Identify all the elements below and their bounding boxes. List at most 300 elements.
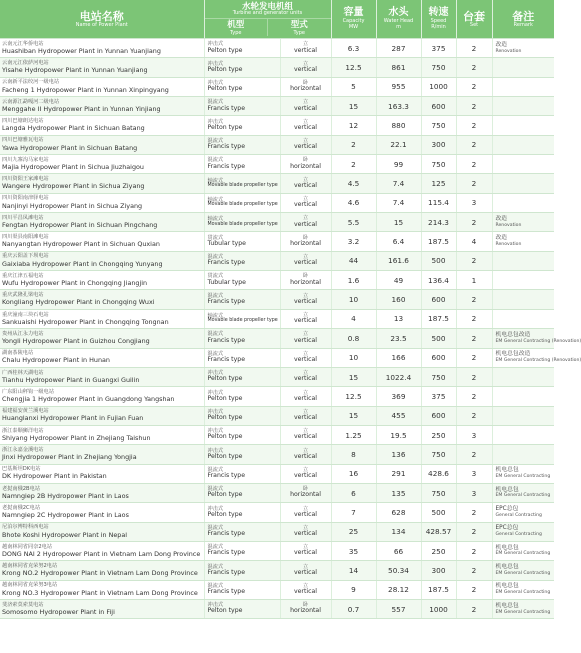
plant-name-zh: 四川资阳王家滩电站 bbox=[2, 176, 49, 183]
remark-en: EM General Contracting (Renovation) bbox=[495, 358, 581, 364]
turbine-type-zh: 轴流式 bbox=[207, 313, 224, 320]
turbine-type-zh: 混流式 bbox=[207, 466, 224, 473]
speed-cell: 136.4 bbox=[421, 271, 456, 290]
unit-form-cell bbox=[280, 329, 331, 348]
turbine-type-en: Pelton type bbox=[207, 433, 243, 441]
plant-name-zh: 越南林同省克荣努3电站 bbox=[2, 582, 58, 589]
plant-name-zh: 云南元江依萨河电站 bbox=[2, 60, 49, 67]
table-row bbox=[0, 503, 554, 522]
plant-name-en: Fengtan Hydropower Plant in Sichuan Pingchang bbox=[2, 221, 158, 229]
header-speed: 转速 Speed R/min bbox=[421, 0, 456, 39]
plant-name-cell bbox=[0, 387, 204, 406]
unit-form-en: vertical bbox=[293, 65, 318, 73]
plant-name-cell bbox=[0, 116, 204, 135]
unit-form-en: vertical bbox=[293, 317, 318, 325]
unit-form-cell bbox=[280, 290, 331, 309]
remark-en: EM General Contracting bbox=[495, 493, 551, 499]
plant-name-cell bbox=[0, 174, 204, 193]
plant-name-zh: 重庆云阳盖下坝电站 bbox=[2, 253, 49, 260]
plant-name-en: Nanjinyi Hydropower Plant in Sichua Ziyang bbox=[2, 201, 143, 210]
remark-cell bbox=[492, 580, 554, 599]
turbine-type-en: Francis type bbox=[207, 336, 245, 344]
unit-form-zh: 卧 bbox=[302, 234, 309, 241]
sets-cell: 2 bbox=[456, 580, 492, 599]
sets-cell: 2 bbox=[456, 541, 492, 560]
speed-cell: 125 bbox=[421, 174, 456, 193]
table-row bbox=[0, 541, 554, 560]
speed-cell: 187.5 bbox=[421, 309, 456, 328]
turbine-type-zh: 混流式 bbox=[207, 292, 224, 299]
water-head-cell: 163.3 bbox=[376, 97, 421, 116]
capacity-cell: 7 bbox=[331, 503, 376, 522]
water-head-cell: 19.5 bbox=[376, 425, 421, 444]
header-sets: 台套 Set bbox=[456, 0, 492, 39]
header-name: 电站名称 Name of Power Plant bbox=[0, 0, 204, 39]
water-head-cell: 1022.4 bbox=[376, 367, 421, 386]
turbine-type-cell bbox=[204, 503, 280, 522]
water-head-cell: 15 bbox=[376, 213, 421, 232]
plant-name-en: Yisahe Hydropower Plant in Yunnan Yuanjiang bbox=[2, 66, 148, 75]
speed-cell: 750 bbox=[421, 445, 456, 464]
unit-form-zh: 卧 bbox=[302, 273, 309, 280]
table-row bbox=[0, 464, 554, 483]
unit-form-en: vertical bbox=[293, 510, 318, 518]
turbine-type-en: Movable blade propeller type bbox=[207, 221, 278, 227]
plant-name-cell bbox=[0, 329, 204, 348]
turbine-type-en: Francis type bbox=[207, 259, 245, 267]
table-row bbox=[0, 580, 554, 599]
remark-cell bbox=[492, 58, 554, 77]
capacity-cell: 10 bbox=[331, 290, 376, 309]
remark-zh: EPC总包 bbox=[495, 506, 519, 512]
unit-form-cell bbox=[280, 116, 331, 135]
unit-form-cell bbox=[280, 367, 331, 386]
sets-cell: 2 bbox=[456, 309, 492, 328]
plant-name-cell bbox=[0, 445, 204, 464]
turbine-type-cell bbox=[204, 97, 280, 116]
remark-cell bbox=[492, 309, 554, 328]
unit-form-zh: 立 bbox=[302, 118, 309, 125]
unit-form-zh: 立 bbox=[302, 466, 309, 473]
water-head-cell: 7.4 bbox=[376, 193, 421, 212]
turbine-type-en: Pelton type bbox=[207, 607, 243, 615]
unit-form-en: vertical bbox=[293, 297, 318, 305]
unit-form-zh: 立 bbox=[302, 428, 309, 435]
speed-cell: 500 bbox=[421, 329, 456, 348]
remark-cell bbox=[492, 599, 554, 618]
capacity-cell: 2 bbox=[331, 155, 376, 174]
unit-form-en: vertical bbox=[293, 181, 318, 189]
turbine-type-en: Francis type bbox=[207, 143, 245, 151]
remark-en: EM General Contracting bbox=[495, 551, 551, 557]
unit-form-cell bbox=[280, 174, 331, 193]
table-row bbox=[0, 232, 554, 251]
remark-cell bbox=[492, 348, 581, 367]
header-model: 机型 Type bbox=[227, 20, 245, 36]
unit-form-cell bbox=[280, 483, 331, 502]
unit-form-cell bbox=[280, 387, 331, 406]
remark-zh: 机电总包 bbox=[495, 486, 519, 493]
table-row bbox=[0, 58, 554, 77]
plant-name-cell bbox=[0, 251, 204, 270]
capacity-cell: 3.2 bbox=[331, 232, 376, 251]
remark-zh: 机电总包 bbox=[495, 583, 519, 590]
turbine-type-zh: 冲击式 bbox=[207, 428, 224, 435]
turbine-type-cell bbox=[204, 483, 280, 502]
plant-name-cell bbox=[0, 367, 204, 386]
capacity-cell: 16 bbox=[331, 464, 376, 483]
unit-form-zh: 立 bbox=[302, 331, 309, 338]
sets-cell: 2 bbox=[456, 97, 492, 116]
table-row bbox=[0, 97, 554, 116]
speed-cell: 500 bbox=[421, 251, 456, 270]
unit-form-en: horizontal bbox=[290, 278, 321, 286]
speed-cell: 428.6 bbox=[421, 464, 456, 483]
plant-name-cell bbox=[0, 406, 204, 425]
speed-cell: 1000 bbox=[421, 599, 456, 618]
unit-form-en: vertical bbox=[293, 201, 318, 209]
water-head-cell: 22.1 bbox=[376, 135, 421, 154]
turbine-type-en: Francis type bbox=[207, 104, 245, 112]
speed-cell: 300 bbox=[421, 561, 456, 580]
unit-form-zh: 立 bbox=[302, 41, 309, 48]
turbine-type-cell bbox=[204, 406, 280, 425]
table-row bbox=[0, 251, 554, 270]
water-head-cell: 135 bbox=[376, 483, 421, 502]
turbine-type-en: Pelton type bbox=[207, 491, 243, 499]
turbine-type-zh: 混流式 bbox=[207, 524, 224, 531]
unit-form-zh: 立 bbox=[302, 350, 309, 357]
plant-name-cell bbox=[0, 503, 204, 522]
plant-name-cell bbox=[0, 193, 204, 212]
water-head-cell: 291 bbox=[376, 464, 421, 483]
turbine-type-cell bbox=[204, 348, 280, 367]
unit-form-en: vertical bbox=[293, 433, 318, 441]
turbine-type-zh: 混流式 bbox=[207, 350, 224, 357]
plant-name-en: Tianhu Hydropower Plant in Guangxi Guilin bbox=[2, 375, 140, 384]
turbine-type-zh: 冲击式 bbox=[207, 41, 224, 48]
turbine-type-cell bbox=[204, 367, 280, 386]
sets-cell: 2 bbox=[456, 290, 492, 309]
speed-cell: 600 bbox=[421, 97, 456, 116]
plant-name-zh: 四川资阳南津驿电站 bbox=[2, 195, 49, 202]
water-head-cell: 7.4 bbox=[376, 174, 421, 193]
speed-cell: 600 bbox=[421, 406, 456, 425]
sets-cell: 2 bbox=[456, 445, 492, 464]
plant-name-cell bbox=[0, 483, 204, 502]
unit-form-cell bbox=[280, 348, 331, 367]
turbine-type-zh: 混流式 bbox=[207, 331, 224, 338]
sets-cell: 4 bbox=[456, 232, 492, 251]
unit-form-cell bbox=[280, 58, 331, 77]
water-head-cell: 955 bbox=[376, 77, 421, 96]
plant-name-cell bbox=[0, 309, 204, 328]
table-row bbox=[0, 309, 554, 328]
plant-name-zh: 四川巴塘雅瓦电站 bbox=[2, 137, 44, 144]
plant-name-en: Wufu Hydropower Plant in Chongqing Jiangjin bbox=[2, 279, 148, 288]
turbine-type-en: Movable blade propeller type bbox=[207, 182, 278, 188]
capacity-cell: 5.5 bbox=[331, 213, 376, 232]
unit-form-cell bbox=[280, 135, 331, 154]
plant-name-cell bbox=[0, 561, 204, 580]
unit-form-zh: 立 bbox=[302, 389, 309, 396]
speed-cell: 300 bbox=[421, 135, 456, 154]
turbine-type-zh: 混流式 bbox=[207, 254, 224, 261]
turbine-type-zh: 贯流式 bbox=[207, 234, 224, 241]
capacity-cell: 12.5 bbox=[331, 387, 376, 406]
sets-cell: 3 bbox=[456, 425, 492, 444]
remark-cell bbox=[492, 464, 554, 483]
turbine-type-en: Francis type bbox=[207, 588, 245, 596]
capacity-cell: 9 bbox=[331, 580, 376, 599]
unit-form-cell bbox=[280, 309, 331, 328]
sets-cell: 3 bbox=[456, 193, 492, 212]
plant-name-cell bbox=[0, 155, 204, 174]
unit-form-en: vertical bbox=[293, 356, 318, 364]
water-head-cell: 13 bbox=[376, 309, 421, 328]
unit-form-zh: 立 bbox=[302, 215, 309, 222]
capacity-cell: 4.6 bbox=[331, 193, 376, 212]
turbine-type-en: Pelton type bbox=[207, 123, 243, 131]
plant-name-zh: 浙江永嘉金溪电站 bbox=[2, 446, 44, 453]
unit-form-cell bbox=[280, 97, 331, 116]
unit-form-zh: 立 bbox=[302, 99, 309, 106]
unit-form-cell bbox=[280, 406, 331, 425]
sets-cell: 2 bbox=[456, 155, 492, 174]
unit-form-zh: 立 bbox=[302, 254, 309, 261]
remark-cell bbox=[492, 483, 554, 502]
speed-cell: 428.57 bbox=[421, 522, 456, 541]
remark-zh: 机电总包 bbox=[495, 467, 519, 474]
water-head-cell: 880 bbox=[376, 116, 421, 135]
water-head-cell: 134 bbox=[376, 522, 421, 541]
table-row bbox=[0, 135, 554, 154]
unit-form-en: horizontal bbox=[290, 607, 321, 615]
speed-cell: 115.4 bbox=[421, 193, 456, 212]
unit-form-en: vertical bbox=[293, 143, 318, 151]
unit-form-zh: 立 bbox=[302, 505, 309, 512]
remark-cell bbox=[492, 77, 554, 96]
plant-name-en: Wangere Hydropower Plant in Sichua Ziyang bbox=[2, 182, 145, 191]
turbine-type-cell bbox=[204, 580, 280, 599]
plant-name-en: Kongliang Hydropower Plant in Chongqing Wuxi bbox=[2, 298, 155, 307]
plant-name-cell bbox=[0, 39, 204, 58]
unit-form-zh: 立 bbox=[302, 447, 309, 454]
turbine-type-zh: 混流式 bbox=[207, 138, 224, 145]
turbine-type-en: Francis type bbox=[207, 356, 245, 364]
capacity-cell: 15 bbox=[331, 367, 376, 386]
plant-name-en: Namngiep 2C Hydropower Plant in Laos bbox=[2, 511, 129, 520]
plant-name-en: Shiyang Hydropower Plant in Zhejiang Taishun bbox=[2, 433, 151, 442]
turbine-type-zh: 混流式 bbox=[207, 486, 224, 493]
remark-en: Renovation bbox=[495, 222, 522, 228]
plant-name-cell bbox=[0, 213, 204, 232]
turbine-type-en: Movable blade propeller type bbox=[207, 318, 278, 324]
table-row bbox=[0, 425, 554, 444]
water-head-cell: 28.12 bbox=[376, 580, 421, 599]
plant-name-zh: 巴基斯坦DK电站 bbox=[2, 466, 41, 473]
plant-name-zh: 老挝南俄2C电站 bbox=[2, 504, 41, 511]
water-head-cell: 287 bbox=[376, 39, 421, 58]
sets-cell: 2 bbox=[456, 135, 492, 154]
header-capacity: 容量 Capacity MW bbox=[331, 0, 376, 39]
turbine-type-cell bbox=[204, 39, 280, 58]
sets-cell: 2 bbox=[456, 367, 492, 386]
remark-cell bbox=[492, 406, 554, 425]
table-row bbox=[0, 193, 554, 212]
sets-cell: 2 bbox=[456, 522, 492, 541]
plant-name-zh: 越南林同省克荣努2电站 bbox=[2, 562, 58, 569]
table-row bbox=[0, 39, 554, 58]
water-head-cell: 166 bbox=[376, 348, 421, 367]
remark-en: Renovation bbox=[495, 241, 522, 247]
unit-form-zh: 立 bbox=[302, 176, 309, 183]
sets-cell: 2 bbox=[456, 561, 492, 580]
turbine-type-en: Pelton type bbox=[207, 46, 243, 54]
unit-form-zh: 立 bbox=[302, 138, 309, 145]
speed-cell: 187.5 bbox=[421, 232, 456, 251]
turbine-type-cell bbox=[204, 213, 280, 232]
plant-name-en: Krong NO.2 Hydropower Plant in Vietnam Lam Dong Province bbox=[2, 569, 198, 578]
turbine-type-en: Francis type bbox=[207, 530, 245, 538]
unit-form-en: vertical bbox=[293, 123, 318, 131]
speed-cell: 600 bbox=[421, 290, 456, 309]
turbine-type-zh: 冲击式 bbox=[207, 505, 224, 512]
plant-name-en: Krong NO.3 Hydropower Plant in Vietnam Lam Dong Province bbox=[2, 588, 198, 597]
plant-name-cell bbox=[0, 290, 204, 309]
remark-cell bbox=[492, 387, 554, 406]
remark-cell bbox=[492, 561, 554, 580]
plant-name-cell bbox=[0, 522, 204, 541]
plant-name-zh: 重庆江津五福电站 bbox=[2, 272, 44, 279]
remark-en: Renovation bbox=[495, 48, 522, 54]
plant-name-zh: 福建福安黄兰溪电站 bbox=[2, 408, 49, 415]
unit-form-en: vertical bbox=[293, 472, 318, 480]
plant-name-zh: 贵州从江永力电站 bbox=[2, 330, 44, 337]
turbine-type-en: Francis type bbox=[207, 472, 245, 480]
plant-name-zh: 浙江泰顺狮洋电站 bbox=[2, 427, 44, 434]
turbine-type-zh: 冲击式 bbox=[207, 602, 224, 609]
plant-name-cell bbox=[0, 599, 204, 618]
unit-form-en: vertical bbox=[293, 259, 318, 267]
turbine-type-en: Pelton type bbox=[207, 65, 243, 73]
remark-cell bbox=[492, 367, 554, 386]
turbine-type-cell bbox=[204, 464, 280, 483]
unit-form-en: vertical bbox=[293, 452, 318, 460]
unit-form-en: horizontal bbox=[290, 85, 321, 93]
plant-name-zh: 尼泊尔博特科西电站 bbox=[2, 524, 49, 531]
sets-cell: 2 bbox=[456, 329, 492, 348]
capacity-cell: 4.5 bbox=[331, 174, 376, 193]
turbine-type-zh: 冲击式 bbox=[207, 118, 224, 125]
unit-form-cell bbox=[280, 580, 331, 599]
remark-cell bbox=[492, 541, 554, 560]
unit-form-en: horizontal bbox=[290, 162, 321, 170]
plant-name-en: DK Hydropower Plant in Pakistan bbox=[2, 472, 107, 481]
unit-form-zh: 卧 bbox=[302, 157, 309, 164]
plant-name-cell bbox=[0, 425, 204, 444]
unit-form-zh: 立 bbox=[302, 370, 309, 377]
sets-cell: 2 bbox=[456, 39, 492, 58]
turbine-type-zh: 冲击式 bbox=[207, 60, 224, 67]
remark-cell bbox=[492, 329, 581, 348]
unit-form-en: vertical bbox=[293, 336, 318, 344]
plant-name-en: Huashiban Hydropower Plant in Yunnan Yuanjiang bbox=[2, 46, 161, 55]
plant-name-en: Chalu Hydropower Plant in Hunan bbox=[2, 356, 110, 365]
water-head-cell: 161.6 bbox=[376, 251, 421, 270]
capacity-cell: 4 bbox=[331, 309, 376, 328]
plant-name-zh: 斐济索莫索莫电站 bbox=[2, 601, 44, 608]
speed-cell: 750 bbox=[421, 483, 456, 502]
unit-form-en: vertical bbox=[293, 375, 318, 383]
speed-cell: 250 bbox=[421, 541, 456, 560]
remark-cell bbox=[492, 271, 554, 290]
plant-name-zh: 广东阳山秤钩一级电站 bbox=[2, 388, 54, 395]
unit-form-zh: 立 bbox=[302, 524, 309, 531]
remark-cell bbox=[492, 503, 554, 522]
remark-cell bbox=[492, 425, 554, 444]
turbine-type-cell bbox=[204, 522, 280, 541]
turbine-type-en: Pelton type bbox=[207, 375, 243, 383]
turbine-type-zh: 贯流式 bbox=[207, 273, 224, 280]
remark-en: General Contracting bbox=[495, 512, 542, 518]
plant-name-zh: 湖南茶陵电站 bbox=[2, 350, 34, 357]
plant-name-zh: 云南源江勐嘎河二级电站 bbox=[2, 98, 60, 105]
turbine-type-cell bbox=[204, 425, 280, 444]
turbine-type-zh: 混流式 bbox=[207, 563, 224, 570]
capacity-cell: 25 bbox=[331, 522, 376, 541]
plant-name-en: Huanglanxi Hydropower Plant in Fujian Fuan bbox=[2, 414, 144, 423]
table-row bbox=[0, 561, 554, 580]
speed-cell: 375 bbox=[421, 387, 456, 406]
turbine-type-en: Pelton type bbox=[207, 510, 243, 518]
remark-cell bbox=[492, 522, 554, 541]
plant-name-en: Langda Hydropower Plant in Sichuan Batang bbox=[2, 124, 145, 133]
capacity-cell: 1.6 bbox=[331, 271, 376, 290]
unit-form-cell bbox=[280, 464, 331, 483]
remark-cell bbox=[492, 174, 554, 193]
turbine-type-zh: 混流式 bbox=[207, 99, 224, 106]
sets-cell: 2 bbox=[456, 174, 492, 193]
unit-form-zh: 卧 bbox=[302, 80, 309, 86]
turbine-type-en: Francis type bbox=[207, 568, 245, 576]
remark-zh: 机电总包 bbox=[495, 544, 519, 551]
turbine-type-zh: 轴流式 bbox=[207, 216, 224, 223]
turbine-type-cell bbox=[204, 329, 280, 348]
unit-form-zh: 卧 bbox=[302, 486, 309, 493]
table-row bbox=[0, 522, 554, 541]
table-row bbox=[0, 406, 554, 425]
plant-name-en: Facheng 1 Hydropower Plant in Yunnan Xinpingyang bbox=[2, 85, 169, 94]
remark-cell bbox=[492, 39, 554, 58]
capacity-cell: 35 bbox=[331, 541, 376, 560]
plant-name-en: Chengjia 1 Hydropower Plant in Guangdong Yangshan bbox=[2, 395, 175, 404]
turbine-type-cell bbox=[204, 541, 280, 560]
unit-form-zh: 立 bbox=[302, 544, 309, 551]
unit-form-cell bbox=[280, 503, 331, 522]
unit-form-zh: 立 bbox=[302, 582, 309, 589]
speed-cell: 500 bbox=[421, 503, 456, 522]
speed-cell: 214.3 bbox=[421, 213, 456, 232]
turbine-type-en: Pelton type bbox=[207, 394, 243, 402]
capacity-cell: 5 bbox=[331, 77, 376, 96]
unit-form-cell bbox=[280, 561, 331, 580]
capacity-cell: 15 bbox=[331, 97, 376, 116]
plant-name-en: Bhote Koshi Hydropower Plant in Nepal bbox=[2, 530, 128, 539]
unit-form-zh: 立 bbox=[302, 563, 309, 570]
header-remark: 备注 Remark bbox=[492, 0, 554, 39]
plant-name-zh: 越南林同省同奈2电站 bbox=[2, 543, 52, 550]
